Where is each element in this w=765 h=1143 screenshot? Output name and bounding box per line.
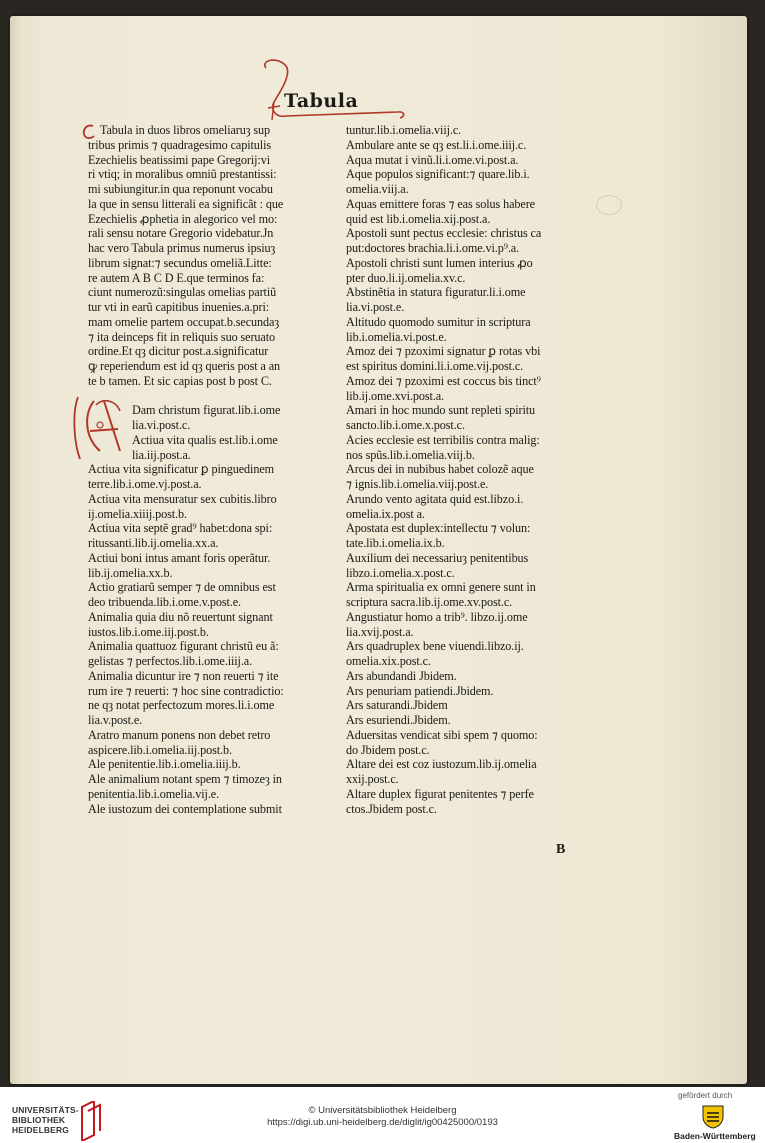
- right-column-line: est spiritus domini.li.i.ome.vij.post.c.: [346, 359, 524, 373]
- left-column-line: lib.ij.omelia.xx.b.: [88, 565, 173, 580]
- right-column-line: sancto.lib.i.ome.x.post.c.: [346, 418, 465, 432]
- right-column-line: Altitudo quomodo sumitur in scriptura: [346, 314, 531, 329]
- left-column-line: ꝙ reperiendum est id qȝ queris post a an: [88, 359, 281, 373]
- left-column-line: rali sensu notare Gregorio videbatur.Jn: [88, 226, 274, 241]
- catchword: B: [556, 842, 566, 857]
- right-column-line: do Jbidem post.c.: [346, 742, 430, 757]
- sponsor-name: Baden-Württemberg: [674, 1131, 756, 1141]
- right-column-line: Abstinẽtia in statura figuratur.li.i.ome: [346, 285, 526, 300]
- left-column-line: lia.iij.post.a.: [132, 447, 191, 462]
- right-column-line: Apostoli sunt pectus ecclesie: christus ca: [346, 226, 542, 241]
- right-column-line: Ars penuriam patiendi.Jbidem.: [346, 683, 494, 698]
- left-column-line: Animalia quia diu nõ reuertunt signant: [88, 609, 273, 624]
- left-column-line: ordine.Et qȝ dicitur post.a.significatur: [88, 344, 269, 359]
- left-column-line: te b tamen. Et sic capias post b post C.: [88, 373, 272, 388]
- right-column-line: Aquas emittere foras ⁊ eas solus habere: [346, 196, 535, 211]
- right-column-line: lia.vi.post.e.: [346, 300, 405, 314]
- left-column-line: Ezechielis beatissimi pape Gregorij:vi: [88, 152, 271, 167]
- right-column-line: omelia.xix.post.c.: [346, 654, 431, 668]
- right-column-line: pter duo.li.ij.omelia.xv.c.: [346, 270, 466, 285]
- left-column-line: gelistas ⁊ perfectos.lib.i.ome.iiij.a.: [88, 654, 253, 668]
- left-column-line: rum ire ⁊ reuerti: ⁊ hoc sine contradictio:: [88, 683, 284, 698]
- left-column-line: aspicere.lib.i.omelia.iij.post.b.: [88, 742, 232, 757]
- right-column-line: Ars abundandi Jbidem.: [346, 668, 457, 683]
- state-crest-icon: [700, 1103, 726, 1129]
- library-line-1: UNIVERSITÄTS-: [12, 1105, 79, 1115]
- left-column-line: re autem A B C D E.que terminos fa:: [88, 270, 265, 285]
- left-column-line: terre.lib.i.ome.vj.post.a.: [88, 477, 202, 491]
- left-column-line: Actiua vita qualis est.lib.i.ome: [132, 432, 278, 447]
- right-column-line: scriptura sacra.lib.ij.ome.xv.post.c.: [346, 595, 513, 609]
- left-column-line: ij.omelia.xiiij.post.b.: [88, 506, 187, 521]
- left-column-line: hac vero Tabula primus numerus ipsiuȝ: [88, 241, 276, 255]
- right-column-line: put:doctores brachia.li.i.ome.vi.p⁹.a.: [346, 241, 520, 255]
- left-column-line: tribus primis ⁊ quadragesimo capitulis: [88, 137, 272, 152]
- paper-stain: [596, 195, 622, 215]
- left-column-line: Ale iustozum dei contemplatione submit: [88, 801, 282, 816]
- right-column-line: Aqua mutat i vinũ.li.i.ome.vi.post.a.: [346, 152, 519, 167]
- left-column-line: Actiui boni intus amant foris operãtur.: [88, 550, 271, 565]
- right-column-line: Amoz dei ⁊ pzoximi est coccus bis tinct⁹: [346, 373, 541, 388]
- right-column-line: Auxilium dei necessariuȝ penitentibus: [346, 550, 529, 565]
- left-column-line: Animalia dicuntur ire ⁊ non reuerti ⁊ ite: [88, 668, 279, 683]
- left-column-line: Tabula in duos libros omeliaruȝ sup: [100, 123, 271, 137]
- left-column-line: Animalia quattuoz figurant christũ eu ã:: [88, 639, 279, 654]
- sponsor-logo[interactable]: [672, 1091, 762, 1141]
- right-column-line: Amoz dei ⁊ pzoximi signatur ꝑ rotas vbi: [346, 344, 541, 359]
- right-column: [346, 123, 591, 816]
- right-column-line: Arundo vento agitata quid est.libzo.i.: [346, 491, 524, 506]
- left-column-line: lia.v.post.e.: [88, 713, 143, 727]
- permalink-url[interactable]: https://digi.ub.uni-heidelberg.de/diglit/ig00425000/0193: [267, 1117, 498, 1128]
- right-column-line: Altare duplex figurat penitentes ⁊ perfe: [346, 786, 534, 801]
- copyright-text: © Universitätsbibliothek Heidelberg: [308, 1105, 457, 1116]
- right-column-line: lib.i.omelia.vi.post.e.: [346, 329, 447, 344]
- right-column-line: Aque populos significant:⁊ quare.lib.i.: [346, 167, 530, 182]
- right-column-line: ctos.Jbidem post.c.: [346, 801, 437, 816]
- right-column-line: Arcus dei in nubibus habet colozẽ aque: [346, 462, 534, 477]
- right-column-line: Amari in hoc mundo sunt repleti spiritu: [346, 403, 536, 418]
- sponsor-label: gefördert durch: [678, 1091, 733, 1100]
- right-column-line: Angustiatur homo a trib⁹. libzo.ij.ome: [346, 609, 528, 624]
- left-column-line: ri vtiq; in moralibus omniũ prestantissi:: [88, 167, 277, 182]
- left-column-line: Aratro manum ponens non debet retro: [88, 727, 271, 742]
- right-column-line: omelia.viij.a.: [346, 182, 409, 196]
- left-column-line: mi subiungitur.in qua reponunt vocabu: [88, 182, 273, 196]
- right-column-line: tate.lib.i.omelia.ix.b.: [346, 536, 445, 550]
- left-column-line: Actiua vita septẽ grad⁹ habet:dona spi:: [88, 521, 273, 536]
- page-gutter: [10, 16, 24, 1084]
- left-column-line: Dam christum figurat.lib.i.ome: [132, 403, 281, 418]
- left-column-line: [88, 389, 338, 404]
- library-line-3: HEIDELBERG: [12, 1125, 69, 1135]
- left-column: [88, 123, 338, 816]
- right-column-line: Acies ecclesie est terribilis contra malig:: [346, 432, 540, 447]
- right-column-line: Aduersitas vendicat sibi spem ⁊ quomo:: [346, 727, 538, 742]
- left-column-line: ciunt numerozũ:singulas omelias partiũ: [88, 285, 277, 300]
- footer-bar: [0, 1087, 765, 1143]
- right-column-line: omelia.ix.post a.: [346, 506, 425, 521]
- right-column-line: lia.xvij.post.a.: [346, 624, 414, 639]
- right-column-line: libzo.i.omelia.x.post.c.: [346, 565, 455, 580]
- left-column-line: penitentia.lib.i.omelia.vij.e.: [88, 786, 220, 801]
- left-column-line: Actiua vita significatur ꝑ pinguedinem: [88, 462, 275, 477]
- left-column-line: ritussanti.lib.ij.omelia.xx.a.: [88, 536, 219, 550]
- right-column-line: Ars quadruplex bene viuendi.libzo.ij.: [346, 639, 524, 654]
- left-column-line: Ezechielis ꝓphetia in alegorico vel mo:: [88, 211, 278, 226]
- right-column-line: quid est lib.i.omelia.xij.post.a.: [346, 211, 491, 226]
- left-column-line: deo tribuenda.lib.i.ome.v.post.e.: [88, 595, 241, 609]
- left-column-line: la que in sensu litterali ea significãt : que: [88, 196, 284, 211]
- left-column-line: mam omelie partem occupat.b.secundaȝ: [88, 314, 280, 329]
- right-column-line: Ambulare ante se qȝ est.li.i.ome.iiij.c.: [346, 137, 527, 152]
- right-column-line: Arma spiritualia ex omni genere sunt in: [346, 580, 536, 595]
- right-column-line: Apostata est duplex:intellectu ⁊ volun:: [346, 521, 531, 536]
- left-column-line: ⁊ ita deinceps fit in reliquis suo seruato: [88, 329, 275, 344]
- right-column-line: Ars saturandi.Jbidem: [346, 698, 448, 713]
- right-column-line: ⁊ ignis.lib.i.omelia.viij.post.e.: [346, 477, 489, 491]
- footer-credits: [0, 1105, 765, 1129]
- left-column-line: Actio gratiarũ semper ⁊ de omnibus est: [88, 580, 276, 595]
- library-line-2: BIBLIOTHEK: [12, 1115, 66, 1125]
- left-column-line: Ale penitentie.lib.i.omelia.iiij.b.: [88, 757, 241, 772]
- left-column-line: librum signat:⁊ secundus omeliã.Litte:: [88, 255, 272, 270]
- right-column-line: Apostoli christi sunt lumen interius ꝓo: [346, 255, 533, 270]
- left-column-line: iustos.lib.i.ome.iij.post.b.: [88, 624, 209, 639]
- title-block: [258, 58, 408, 128]
- left-column-line: Actiua vita mensuratur sex cubitis.libro: [88, 491, 277, 506]
- left-column-line: tur vti in earũ capitibus inuenies.a.pri:: [88, 300, 270, 314]
- right-column-line: lib.ij.ome.xvi.post.a.: [346, 388, 445, 403]
- page-title: Tabula: [284, 90, 359, 112]
- left-column-line: Ale animalium notant spem ⁊ timozeȝ in: [88, 772, 282, 786]
- left-column-line: lia.vi.post.c.: [132, 418, 191, 432]
- right-column-line: xxij.post.c.: [346, 772, 399, 786]
- right-column-line: tuntur.lib.i.omelia.viij.c.: [346, 123, 462, 137]
- right-column-line: nos spũs.lib.i.omelia.viij.b.: [346, 447, 475, 462]
- right-column-line: Altare dei est coz iustozum.lib.ij.omelia: [346, 757, 537, 772]
- right-column-line: Ars esuriendi.Jbidem.: [346, 713, 451, 727]
- left-column-line: ne qȝ notat perfectozum mores.li.i.ome: [88, 698, 275, 713]
